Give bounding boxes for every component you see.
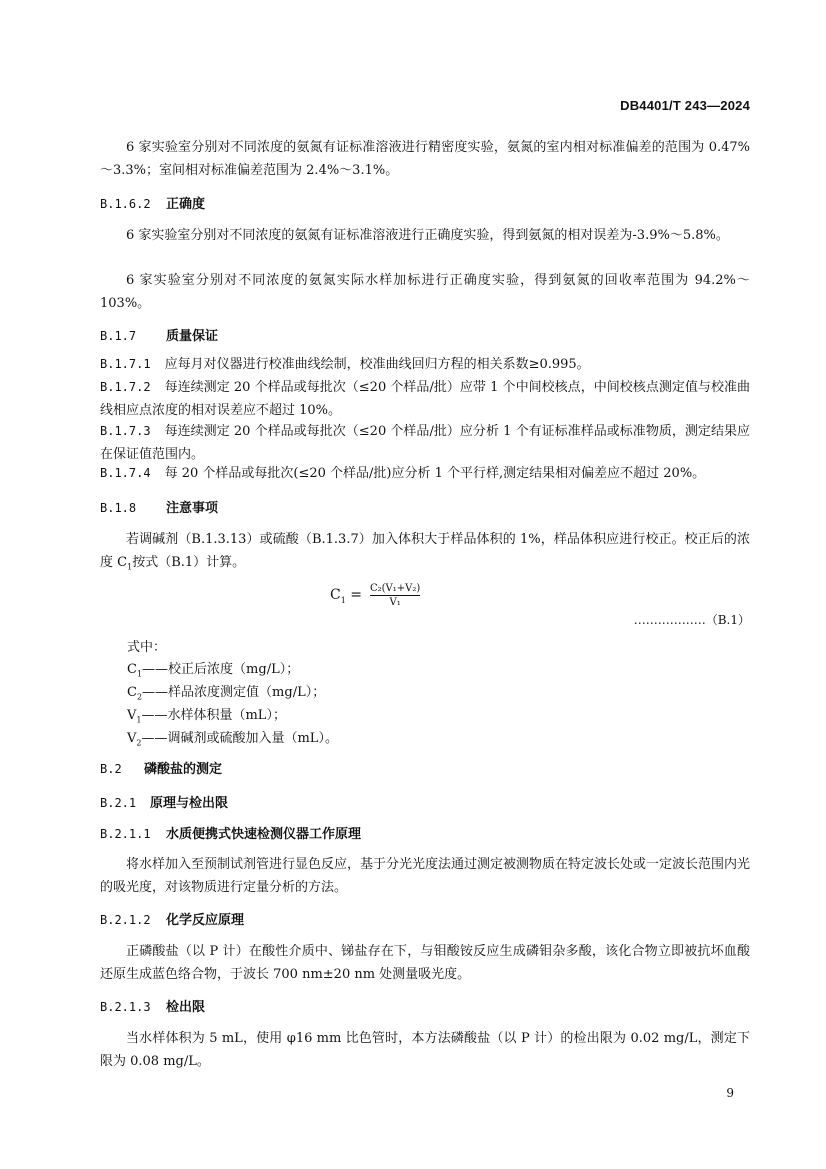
- qa-item-2: [100, 376, 750, 422]
- section-number: B.2.1.3: [100, 1000, 151, 1014]
- qa-item-4: [100, 462, 750, 485]
- section-title: 原理与检出限: [150, 796, 229, 811]
- section-title: 检出限: [166, 1000, 206, 1015]
- notes-paragraph: 若调碱剂（B.1.3.13）或硫酸（B.1.3.7）加入体积大于样品体积的 1%，样品体积应进行校正。校正后的浓度 $C_1$按式（B.1）计算。: [100, 532, 750, 572]
- section-heading-notes: [100, 497, 218, 516]
- section-number: B.1.7: [100, 329, 137, 343]
- definition-item: $V_1——$水样体积量（mL）；: [127, 708, 286, 725]
- accuracy-paragraph-2: 6 家实验室分别对不同浓度的氨氮实际水样加标进行正确度实验，得到氨氮的回收率范围为 94.2%～103%。: [100, 273, 750, 311]
- item-text: 每 20 个样品或每批次(≤20 个样品/批)应分析 1 个平行样,测定结果相对偏差应不超过 20%。: [164, 466, 706, 481]
- section-title: 正确度: [166, 197, 206, 212]
- item-number: B.1.7.2: [100, 380, 151, 394]
- section-heading-principle: [100, 792, 228, 811]
- accuracy-paragraph-1: 6 家实验室分别对不同浓度的氨氮有证标准溶液进行正确度实验，得到氨氮的相对误差为-3.9%～5.8%。: [126, 228, 729, 243]
- formula-b1: [330, 583, 420, 608]
- fraction-bar: [370, 595, 420, 596]
- definition-item: $C_2——$样品浓度测定值（mg/L）；: [127, 685, 326, 702]
- section-number: B.2.1.2: [100, 913, 151, 927]
- section-heading-detection-limit: [100, 996, 205, 1015]
- where-label: 式中：: [127, 640, 167, 655]
- qa-item-3: [100, 420, 750, 466]
- section-title: 磷酸盐的测定: [144, 762, 223, 777]
- formula-numerator: C₂(V₁+V₂): [370, 583, 421, 594]
- precision-paragraph: 6 家实验室分别对不同浓度的氨氮有证标准溶液进行精密度实验，氨氮的室内相对标准偏差的范围为 0.47%～3.3%；室间相对标准偏差范围为 2.4%～3.1%。: [100, 140, 750, 178]
- formula-denominator: V₁: [389, 597, 401, 608]
- section-title: 化学反应原理: [166, 913, 245, 928]
- section-number: B.2.1.1: [100, 827, 151, 841]
- equation-number: ………………（B.1）: [633, 613, 750, 627]
- section-number: B.1.8: [100, 501, 137, 515]
- section-number: B.2: [100, 762, 122, 776]
- page-number: 9: [726, 1086, 734, 1100]
- section-heading-qa: [100, 325, 218, 344]
- section-title: 水质便携式快速检测仪器工作原理: [166, 827, 362, 842]
- reaction-paragraph: 正磷酸盐（以 P 计）在酸性介质中、锑盐存在下，与钼酸铵反应生成磷钼杂多酸，该化合物立即被抗坏血酸还原生成蓝色络合物，于波长 700 nm±20 nm 处测量吸光度。: [100, 944, 750, 982]
- section-heading-accuracy: [100, 193, 205, 212]
- section-number: B.1.6.2: [100, 197, 151, 211]
- definition-item: $V_2——$调碱剂或硫酸加入量（mL）。: [127, 731, 338, 748]
- section-number: B.2.1: [100, 796, 137, 810]
- detection-limit-paragraph: 当水样体积为 5 mL，使用 φ16 mm 比色管时，本方法磷酸盐（以 P 计）的检出限为 0.02 mg/L，测定下限为 0.08 mg/L。: [100, 1031, 750, 1069]
- qa-item-1: [100, 353, 750, 376]
- section-heading-reaction: [100, 909, 244, 928]
- section-title: 质量保证: [166, 329, 219, 344]
- section-heading-phosphate: [100, 758, 222, 777]
- item-number: B.1.7.4: [100, 466, 151, 480]
- definition-item: $C_1——$校正后浓度（mg/L）；: [127, 662, 300, 679]
- item-number: B.1.7.3: [100, 424, 151, 438]
- document-code: DB4401/T 243—2024: [620, 98, 750, 113]
- item-text: 应每月对仪器进行校准曲线绘制，校准曲线回归方程的相关系数≥0.995。: [164, 357, 590, 372]
- item-number: B.1.7.1: [100, 357, 151, 371]
- section-title: 注意事项: [166, 501, 219, 516]
- instrument-paragraph: 将水样加入至预制试剂管进行显色反应，基于分光光度法通过测定被测物质在特定波长处或一定波长范围内光的吸光度，对该物质进行定量分析的方法。: [100, 857, 751, 895]
- formula-fraction: [370, 583, 420, 608]
- item-text: 每连续测定 20 个样品或每批次（≤20 个样品/批）应分析 1 个有证标准样品或标准物质，测定结果应在保证值范围内。: [100, 424, 750, 462]
- section-heading-instrument: [100, 823, 361, 842]
- item-text: 每连续测定 20 个样品或每批次（≤20 个样品/批）应带 1 个中间校核点，中间校核点测定值与校准曲线相应点浓度的相对误差应不超过 10%。: [100, 380, 750, 418]
- formula-lhs: $C_1$ =: [330, 586, 362, 605]
